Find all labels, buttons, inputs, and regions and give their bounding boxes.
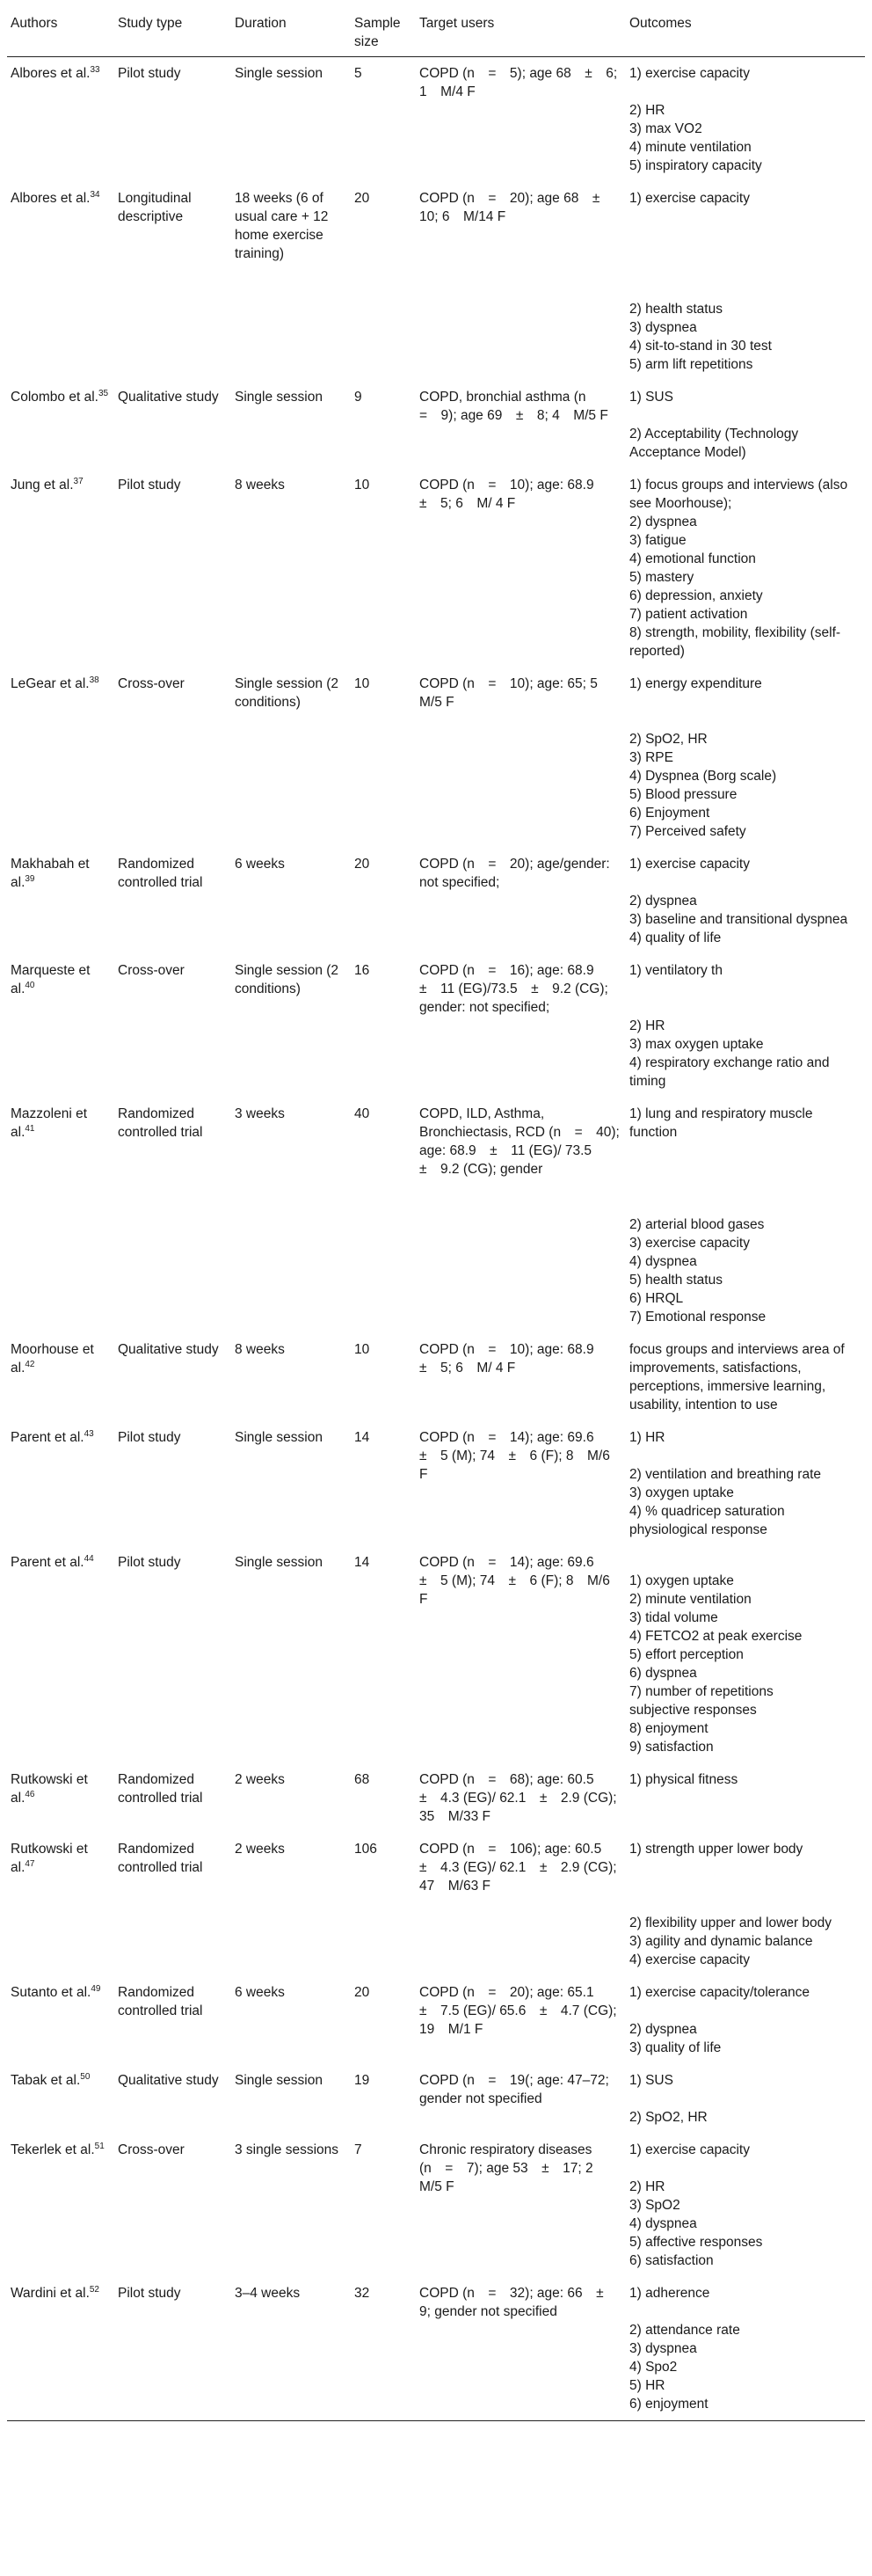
author-name: Rutkowski et al. bbox=[11, 1842, 88, 1875]
cell-author bbox=[7, 1421, 114, 1546]
cell-sample-size: 68 bbox=[354, 1772, 370, 1787]
author-name: Makhabah et al. bbox=[11, 857, 90, 890]
cell-target-users: COPD, bronchial asthma (n = 9); age 69 ± 8; 4 M/5 F bbox=[419, 390, 608, 423]
reference-number: 33 bbox=[90, 64, 100, 75]
outcome-item: 1) exercise capacity bbox=[629, 191, 750, 206]
table-row bbox=[7, 1098, 865, 1333]
cell-target-users: COPD (n = 16); age: 68.9 ± 11 (EG)/73.5 ± 9.2 (CG); gender: not specified; bbox=[419, 963, 608, 1015]
reference-number: 49 bbox=[91, 1983, 101, 1994]
table-row bbox=[7, 848, 865, 954]
outcome-item: 5) affective responses bbox=[629, 2235, 763, 2250]
cell-author bbox=[7, 381, 114, 469]
cell-duration: 3 single sessions bbox=[235, 2142, 339, 2157]
table-row bbox=[7, 1763, 865, 1833]
outcome-item: 3) quality of life bbox=[629, 2040, 722, 2055]
cell-outcomes bbox=[626, 848, 865, 954]
outcome-item: 3) SpO2 bbox=[629, 2198, 680, 2213]
cell-outcomes bbox=[626, 469, 865, 668]
outcome-item: 1) SUS bbox=[629, 2073, 673, 2088]
cell-sample-size: 10 bbox=[354, 676, 370, 691]
outcome-item: 4) sit-to-stand in 30 test bbox=[629, 339, 772, 354]
cell-author bbox=[7, 2134, 114, 2277]
outcome-spacer bbox=[629, 980, 860, 1017]
table-row bbox=[7, 2134, 865, 2277]
outcome-spacer bbox=[629, 1447, 860, 1465]
cell-duration: Single session (2 conditions) bbox=[235, 963, 339, 996]
author-name: Tekerlek et al. bbox=[11, 2142, 95, 2157]
reference-number: 39 bbox=[25, 873, 35, 884]
author-name: Rutkowski et al. bbox=[11, 1772, 88, 1806]
author-name: Wardini et al. bbox=[11, 2286, 90, 2301]
cell-outcomes bbox=[626, 2064, 865, 2134]
cell-sample-size: 40 bbox=[354, 1106, 370, 1121]
cell-author bbox=[7, 57, 114, 183]
cell-outcomes bbox=[626, 1546, 865, 1763]
cell-target-users: COPD (n = 5); age 68 ± 6; 1 M/4 F bbox=[419, 66, 618, 99]
outcome-item: 1) exercise capacity bbox=[629, 66, 750, 81]
outcome-item: 5) inspiratory capacity bbox=[629, 158, 762, 173]
outcome-spacer bbox=[629, 406, 860, 425]
cell-outcomes bbox=[626, 57, 865, 183]
cell-outcomes bbox=[626, 2134, 865, 2277]
author-name: Moorhouse et al. bbox=[11, 1342, 94, 1376]
cell-target-users: COPD (n = 14); age: 69.6 ± 5 (M); 74 ± 6 (F); 8 M/6 F bbox=[419, 1555, 610, 1607]
cell-sample-size: 10 bbox=[354, 1342, 370, 1357]
outcome-item: 1) oxygen uptake bbox=[629, 1573, 734, 1588]
cell-study-type: Randomized controlled trial bbox=[118, 1985, 203, 2018]
cell-target-users: COPD (n = 14); age: 69.6 ± 5 (M); 74 ± 6 (F); 8 M/6 F bbox=[419, 1430, 610, 1482]
cell-sample-size: 7 bbox=[354, 2142, 362, 2157]
table-row bbox=[7, 1833, 865, 1976]
cell-sample-size: 20 bbox=[354, 191, 370, 206]
reference-number: 41 bbox=[25, 1123, 35, 1134]
outcome-item: 1) energy expenditure bbox=[629, 676, 762, 691]
cell-target-users: COPD (n = 10); age: 65; 5 M/5 F bbox=[419, 676, 612, 710]
table-row bbox=[7, 381, 865, 469]
outcome-item: 4) minute ventilation bbox=[629, 140, 752, 155]
outcome-item: 2) flexibility upper and lower body bbox=[629, 1916, 832, 1930]
cell-duration: Single session (2 conditions) bbox=[235, 676, 339, 710]
cell-author bbox=[7, 1976, 114, 2064]
outcome-item: 2) minute ventilation bbox=[629, 1592, 752, 1607]
cell-study-type: Longitudinal descriptive bbox=[118, 191, 192, 224]
outcome-item: 7) Perceived safety bbox=[629, 824, 746, 839]
cell-study-type: Cross-over bbox=[118, 963, 185, 978]
header-target-users: Target users bbox=[416, 11, 626, 57]
reference-number: 35 bbox=[98, 388, 109, 398]
header-study-type: Study type bbox=[114, 11, 231, 57]
cell-target-users: COPD (n = 20); age/gender: not specified; bbox=[419, 857, 610, 890]
outcome-item: 1) SUS bbox=[629, 390, 673, 405]
cell-duration: 2 weeks bbox=[235, 1772, 285, 1787]
cell-duration: 3 weeks bbox=[235, 1106, 285, 1121]
outcome-item: 3) baseline and transitional dyspnea bbox=[629, 912, 848, 927]
outcome-item: 6) HRQL bbox=[629, 1291, 684, 1306]
outcome-item: 2) dyspnea bbox=[629, 2022, 697, 2037]
cell-target-users: COPD (n = 19(; age: 47–72; gender not specified bbox=[419, 2073, 609, 2106]
reference-number: 44 bbox=[84, 1553, 94, 1564]
cell-target-users: COPD, ILD, Asthma, Bronchiectasis, RCD (n = 40); age: 68.9 ± 11 (EG)/ 73.5 ± 9.2 (CG); gender bbox=[419, 1106, 620, 1177]
reference-number: 40 bbox=[25, 980, 35, 990]
reference-number: 37 bbox=[73, 476, 84, 486]
reference-number: 47 bbox=[25, 1858, 35, 1869]
cell-author bbox=[7, 2064, 114, 2134]
cell-author bbox=[7, 954, 114, 1098]
cell-duration: 6 weeks bbox=[235, 1985, 285, 2000]
reference-number: 52 bbox=[89, 2284, 99, 2295]
outcome-item: 1) strength upper lower body bbox=[629, 1842, 803, 1857]
cell-study-type: Randomized controlled trial bbox=[118, 1106, 203, 1140]
cell-outcomes bbox=[626, 1333, 865, 1421]
outcome-item: 4) dyspnea bbox=[629, 1254, 697, 1269]
outcome-item: 2) SpO2, HR bbox=[629, 732, 708, 747]
cell-sample-size: 32 bbox=[351, 2277, 416, 2421]
outcome-item: 4) FETCO2 at peak exercise bbox=[629, 1629, 803, 1644]
cell-study-type: Pilot study bbox=[118, 66, 181, 81]
outcome-item: 2) Acceptability (Technology Acceptance Model) bbox=[629, 427, 799, 460]
author-name: Albores et al. bbox=[11, 66, 91, 81]
outcome-item: 3) RPE bbox=[629, 750, 673, 765]
reference-number: 46 bbox=[25, 1789, 35, 1799]
author-name: Mazzoleni et al. bbox=[11, 1106, 88, 1140]
cell-author bbox=[7, 469, 114, 668]
cell-study-type: Randomized controlled trial bbox=[118, 857, 203, 890]
outcome-item: 2) arterial blood gases bbox=[629, 1217, 765, 1232]
cell-duration: Single session bbox=[235, 2073, 323, 2088]
cell-study-type: Randomized controlled trial bbox=[118, 1842, 203, 1875]
outcome-item: 7) Emotional response bbox=[629, 1310, 767, 1324]
outcome-item: 5) health status bbox=[629, 1273, 723, 1288]
outcome-item: 1) focus groups and interviews (also see Moorhouse); bbox=[629, 478, 848, 511]
outcome-item: 2) SpO2, HR bbox=[629, 2110, 708, 2125]
outcome-item: 9) satisfaction bbox=[629, 1740, 714, 1755]
cell-duration: 18 weeks (6 of usual care + 12 home exercise training) bbox=[235, 191, 329, 261]
cell-sample-size: 20 bbox=[354, 1985, 370, 2000]
cell-sample-size: 106 bbox=[354, 1842, 377, 1857]
outcome-item: 6) dyspnea bbox=[629, 1666, 697, 1681]
outcome-item: 8) enjoyment bbox=[629, 1721, 708, 1736]
author-name: Tabak et al. bbox=[11, 2073, 81, 2088]
author-name: Parent et al. bbox=[11, 1555, 84, 1570]
outcome-item: 1) exercise capacity bbox=[629, 857, 750, 872]
cell-sample-size: 16 bbox=[354, 963, 370, 978]
cell-study-type: Qualitative study bbox=[118, 390, 219, 405]
study-table bbox=[7, 11, 865, 2421]
cell-sample-size: 19 bbox=[354, 2073, 370, 2088]
author-name: Albores et al. bbox=[11, 191, 91, 206]
cell-author bbox=[7, 1833, 114, 1976]
outcome-spacer bbox=[629, 873, 860, 892]
outcome-item: 2) health status bbox=[629, 302, 723, 317]
cell-author bbox=[7, 668, 114, 848]
outcome-item: 3) dyspnea bbox=[629, 2341, 697, 2356]
cell-author bbox=[7, 1763, 114, 1833]
outcome-item: 3) dyspnea bbox=[629, 320, 697, 335]
author-name: Jung et al. bbox=[11, 478, 74, 493]
cell-target-users: Chronic respiratory diseases (n = 7); age 53 ± 17; 2 M/5 F bbox=[419, 2142, 607, 2194]
cell-duration: 8 weeks bbox=[235, 1342, 285, 1357]
cell-study-type: Qualitative study bbox=[118, 2073, 219, 2088]
outcome-item: 4) Spo2 bbox=[629, 2360, 678, 2375]
outcome-item: 2) attendance rate bbox=[629, 2323, 740, 2338]
cell-outcomes bbox=[626, 1833, 865, 1976]
outcome-item: 4) % quadricep saturation bbox=[629, 1504, 785, 1519]
outcome-spacer bbox=[629, 693, 860, 730]
cell-sample-size: 20 bbox=[354, 857, 370, 872]
outcome-item: 5) arm lift repetitions bbox=[629, 357, 753, 372]
cell-author bbox=[7, 1546, 114, 1763]
cell-sample-size: 10 bbox=[354, 478, 370, 493]
reference-number: 50 bbox=[80, 2071, 91, 2082]
cell-study-type: Pilot study bbox=[114, 2277, 231, 2421]
cell-outcomes bbox=[626, 1421, 865, 1546]
cell-duration: 8 weeks bbox=[235, 478, 285, 493]
table-row bbox=[7, 2277, 865, 2421]
table-row bbox=[7, 2064, 865, 2134]
outcome-item: 5) HR bbox=[629, 2378, 665, 2393]
table-row bbox=[7, 668, 865, 848]
cell-author bbox=[7, 848, 114, 954]
outcome-item: 1) ventilatory th bbox=[629, 963, 723, 978]
outcome-item: 4) Dyspnea (Borg scale) bbox=[629, 769, 777, 784]
outcome-item: 3) max VO2 bbox=[629, 121, 702, 136]
cell-target-users: COPD (n = 106); age: 60.5 ± 4.3 (EG)/ 62.1 ± 2.9 (CG); 47 M/63 F bbox=[419, 1842, 617, 1894]
cell-duration: 3–4 weeks bbox=[231, 2277, 351, 2421]
cell-outcomes bbox=[626, 381, 865, 469]
author-name: LeGear et al. bbox=[11, 676, 90, 691]
outcome-item: 8) strength, mobility, flexibility (self-reported) bbox=[629, 625, 841, 659]
outcome-item: 4) exercise capacity bbox=[629, 1952, 750, 1967]
cell-study-type: Cross-over bbox=[118, 676, 185, 691]
cell-target-users: COPD (n = 32); age: 66 ± 9; gender not specified bbox=[416, 2277, 626, 2421]
cell-target-users: COPD (n = 20); age 68 ± 10; 6 M/14 F bbox=[419, 191, 614, 224]
outcome-item: 1) lung and respiratory muscle function bbox=[629, 1106, 813, 1140]
outcome-spacer bbox=[629, 2002, 860, 2020]
outcome-spacer bbox=[629, 2302, 860, 2321]
outcome-item: 3) exercise capacity bbox=[629, 1236, 750, 1251]
cell-duration: Single session bbox=[235, 1555, 323, 1570]
cell-study-type: Pilot study bbox=[118, 1430, 181, 1445]
outcome-item: 5) Blood pressure bbox=[629, 787, 738, 802]
table-row bbox=[7, 57, 865, 183]
cell-duration: Single session bbox=[235, 1430, 323, 1445]
outcome-spacer bbox=[629, 1858, 860, 1914]
cell-author bbox=[7, 1333, 114, 1421]
cell-target-users: COPD (n = 10); age: 68.9 ± 5; 6 M/ 4 F bbox=[419, 1342, 608, 1376]
author-name: Marqueste et al. bbox=[11, 963, 91, 996]
cell-target-users: COPD (n = 20); age: 65.1 ± 7.5 (EG)/ 65.6 ± 4.7 (CG); 19 M/1 F bbox=[419, 1985, 617, 2037]
outcome-spacer bbox=[629, 208, 860, 300]
outcome-item: 6) satisfaction bbox=[629, 2253, 714, 2268]
outcome-item: 4) dyspnea bbox=[629, 2216, 697, 2231]
cell-study-type: Qualitative study bbox=[118, 1342, 219, 1357]
outcome-item: 2) dyspnea bbox=[629, 514, 697, 529]
outcome-item: 1) HR bbox=[629, 1430, 665, 1445]
cell-study-type: Cross-over bbox=[118, 2142, 185, 2157]
outcome-spacer bbox=[629, 2159, 860, 2178]
outcome-item: 3) agility and dynamic balance bbox=[629, 1934, 813, 1949]
outcome-item: 2) dyspnea bbox=[629, 894, 697, 909]
table-row bbox=[7, 182, 865, 381]
outcome-item: 1) exercise capacity bbox=[629, 2142, 750, 2157]
header-authors: Authors bbox=[7, 11, 114, 57]
cell-outcomes bbox=[626, 1098, 865, 1333]
outcome-item: focus groups and interviews area of improvements, satisfactions, perceptions, immersive learning, usability, intention to use bbox=[629, 1342, 845, 1412]
cell-study-type: Pilot study bbox=[118, 478, 181, 493]
cell-sample-size: 9 bbox=[354, 390, 362, 405]
header-outcomes: Outcomes bbox=[626, 11, 865, 57]
reference-number: 42 bbox=[25, 1359, 35, 1369]
outcome-item: 5) mastery bbox=[629, 570, 694, 585]
cell-outcomes bbox=[626, 182, 865, 381]
cell-duration: Single session bbox=[235, 390, 323, 405]
outcome-item: 3) oxygen uptake bbox=[629, 1485, 734, 1500]
outcome-item: 6) enjoyment bbox=[629, 2397, 708, 2412]
table-row bbox=[7, 1421, 865, 1546]
outcome-item: 2) HR bbox=[629, 1018, 665, 1033]
cell-study-type: Randomized controlled trial bbox=[118, 1772, 203, 1806]
outcome-item: 4) quality of life bbox=[629, 930, 722, 945]
reference-number: 43 bbox=[84, 1428, 94, 1439]
table-row bbox=[7, 1333, 865, 1421]
outcome-spacer bbox=[629, 83, 860, 101]
outcome-item: 6) depression, anxiety bbox=[629, 588, 763, 603]
cell-sample-size: 14 bbox=[354, 1430, 370, 1445]
table-header-row bbox=[7, 11, 865, 57]
header-sample-size: Sample size bbox=[351, 11, 416, 57]
author-name: Colombo et al. bbox=[11, 390, 98, 405]
outcome-item: 3) tidal volume bbox=[629, 1610, 718, 1625]
cell-author bbox=[7, 1098, 114, 1333]
outcome-item: 7) patient activation bbox=[629, 607, 748, 622]
table-row bbox=[7, 1546, 865, 1763]
cell-author bbox=[7, 2277, 114, 2421]
cell-outcomes bbox=[626, 1976, 865, 2064]
outcome-item: 2) HR bbox=[629, 103, 665, 118]
table-row bbox=[7, 1976, 865, 2064]
cell-outcomes bbox=[626, 2277, 865, 2421]
table-row bbox=[7, 469, 865, 668]
reference-number: 51 bbox=[94, 2141, 105, 2151]
outcome-item: 5) effort perception bbox=[629, 1647, 744, 1662]
outcome-spacer bbox=[629, 2090, 860, 2108]
cell-study-type: Pilot study bbox=[118, 1555, 181, 1570]
outcome-item: 3) max oxygen uptake bbox=[629, 1037, 764, 1052]
outcome-item: physiological response bbox=[629, 1522, 767, 1537]
outcome-item: 1) exercise capacity/tolerance bbox=[629, 1985, 810, 2000]
outcome-item: 1) physical fitness bbox=[629, 1772, 738, 1787]
outcome-item: 2) HR bbox=[629, 2179, 665, 2194]
table-row bbox=[7, 954, 865, 1098]
cell-duration: 6 weeks bbox=[235, 857, 285, 872]
outcome-item: 1) adherence bbox=[629, 2286, 710, 2301]
cell-author bbox=[7, 182, 114, 381]
author-name: Sutanto et al. bbox=[11, 1985, 91, 2000]
outcome-item: 4) emotional function bbox=[629, 551, 756, 566]
author-name: Parent et al. bbox=[11, 1430, 84, 1445]
outcome-item: 6) Enjoyment bbox=[629, 806, 710, 821]
cell-outcomes bbox=[626, 668, 865, 848]
cell-outcomes bbox=[626, 1763, 865, 1833]
outcome-item: 7) number of repetitions bbox=[629, 1684, 774, 1699]
outcome-item: 4) respiratory exchange ratio and timing bbox=[629, 1055, 830, 1089]
cell-target-users: COPD (n = 68); age: 60.5 ± 4.3 (EG)/ 62.1 ± 2.9 (CG); 35 M/33 F bbox=[419, 1772, 617, 1824]
header-duration: Duration bbox=[231, 11, 351, 57]
cell-outcomes bbox=[626, 954, 865, 1098]
outcome-item: 3) fatigue bbox=[629, 533, 687, 548]
outcome-spacer bbox=[629, 1142, 860, 1215]
cell-duration: Single session bbox=[235, 66, 323, 81]
cell-sample-size: 5 bbox=[354, 66, 362, 81]
outcome-item: subjective responses bbox=[629, 1703, 757, 1718]
cell-target-users: COPD (n = 10); age: 68.9 ± 5; 6 M/ 4 F bbox=[419, 478, 608, 511]
reference-number: 34 bbox=[90, 189, 100, 200]
reference-number: 38 bbox=[89, 675, 99, 685]
outcome-spacer bbox=[629, 1553, 860, 1572]
outcome-item: 2) ventilation and breathing rate bbox=[629, 1467, 822, 1482]
cell-sample-size: 14 bbox=[354, 1555, 370, 1570]
cell-duration: 2 weeks bbox=[235, 1842, 285, 1857]
